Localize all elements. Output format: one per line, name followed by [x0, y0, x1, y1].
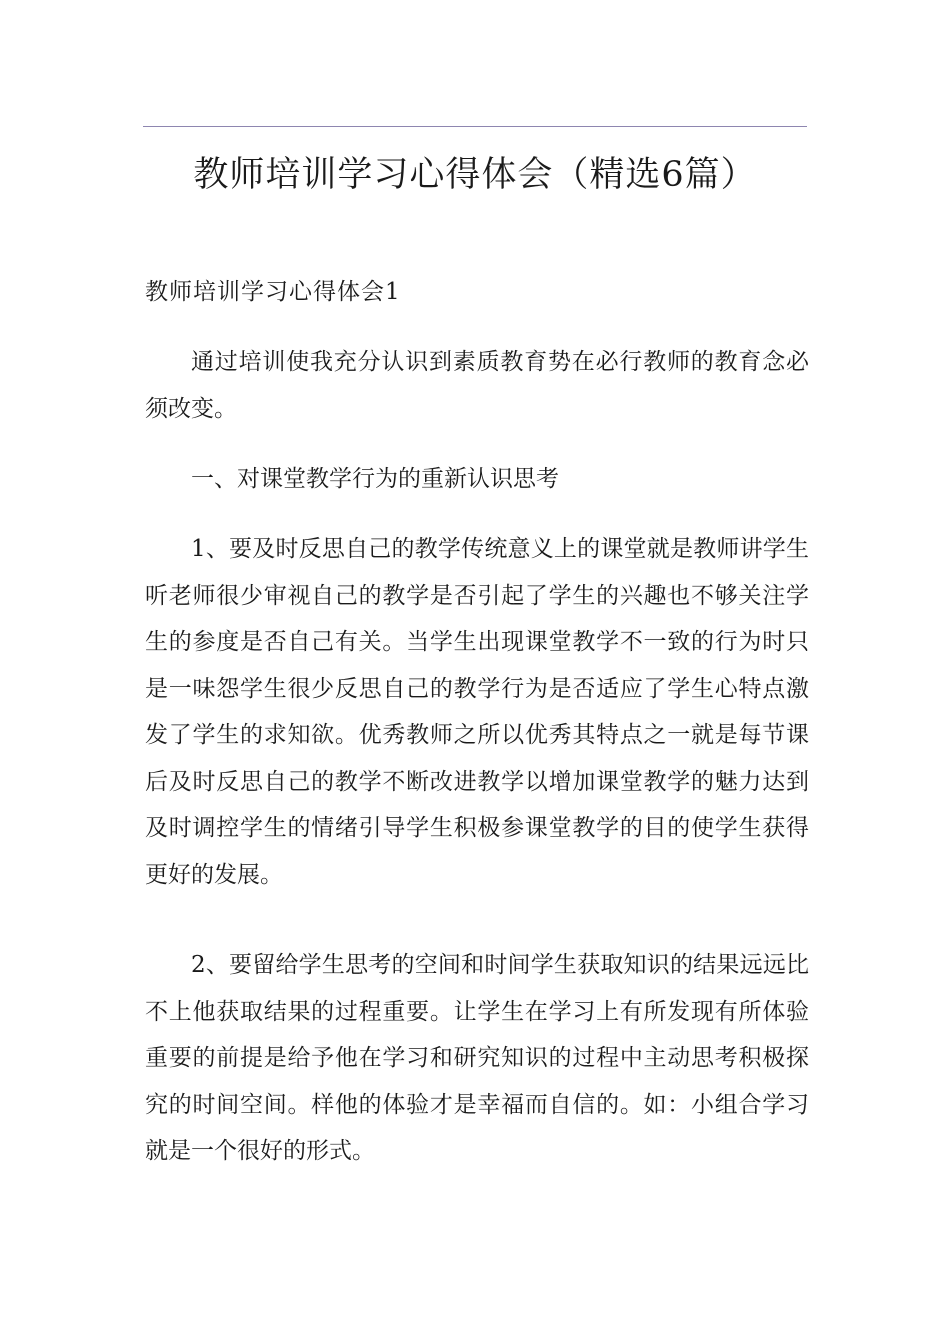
- section-heading: 教师培训学习心得体会1: [145, 279, 401, 305]
- paragraph-point-1: 1、要及时反思自己的教学传统意义上的课堂就是教师讲学生听老师很少审视自己的教学是否引起了学生的兴趣也不够关注学生的参度是否自己有关。当学生出现课堂教学不一致的行为时只是一味怨学生很少反思自己的教学行为是否适应了学生心特点激发了学生的求知欲。优秀教师之所以优秀其特点之一就是每节课后及时反思自己的教学不断改进教学以增加课堂教学的魅力达到及时调控学生的情绪引导学生积极参课堂教学的目的使学生获得更好的发展。: [145, 536, 809, 888]
- paragraph-point-2: 2、要留给学生思考的空间和时间学生获取知识的结果远远比不上他获取结果的过程重要。让学生在学习上有所发现有所体验重要的前提是给予他在学习和研究知识的过程中主动思考积极探究的时间空间。样他的体验才是幸福而自信的。如：小组合学习就是一个很好的形式。: [145, 952, 809, 1164]
- paragraph-intro: 通过培训使我充分认识到素质教育势在必行教师的教育念必须改变。: [145, 349, 809, 422]
- header-rule: [143, 126, 807, 127]
- document-title: 教师培训学习心得体会（精选6篇）: [193, 155, 757, 195]
- paragraph-subheading: 一、对课堂教学行为的重新认识思考: [191, 466, 559, 492]
